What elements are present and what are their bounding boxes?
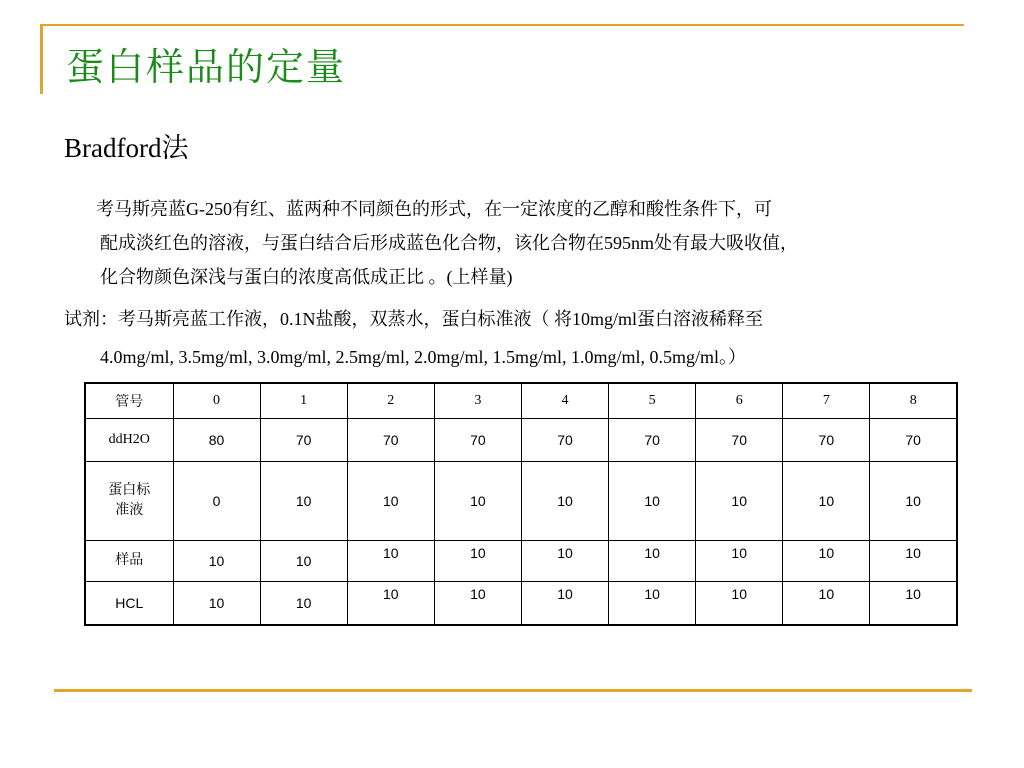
header-cell: 6 [696,383,783,419]
table-cell: 10 [260,582,347,626]
table-cell: 10 [609,462,696,541]
table-cell: 70 [434,419,521,462]
header-cell: 2 [347,383,434,419]
table-cell: 10 [434,541,521,582]
table-cell: 10 [347,582,434,626]
table-header-row [85,383,957,419]
table-cell: 10 [521,541,608,582]
table-cell: 10 [173,541,260,582]
table-cell: 10 [173,582,260,626]
table-cell: 10 [347,462,434,541]
table-cell: 10 [347,541,434,582]
reagents-line: 4.0mg/ml, 3.5mg/ml, 3.0mg/ml, 2.5mg/ml, 2.0mg/ml, 1.5mg/ml, 1.0mg/ml, 0.5mg/ml。） [100,347,747,367]
table-cell: 10 [783,462,870,541]
table-cell: 10 [696,582,783,626]
table-cell: 10 [870,462,957,541]
row-label: ddH2O [85,419,173,462]
header-cell: 管号 [85,383,173,419]
paragraph-line: 配成淡红色的溶液，与蛋白结合后形成蓝色化合物，该化合物在595nm处有最大吸收值， [100,233,798,253]
table-cell: 10 [260,541,347,582]
header-cell: 8 [870,383,957,419]
reagents-line: 试剂：考马斯亮蓝工作液，0.1N盐酸，双蒸水，蛋白标准液（ 将10mg/ml蛋白溶液稀释至 [64,309,763,329]
table-row [85,462,957,541]
row-label: HCL [85,582,173,626]
table-cell: 10 [260,462,347,541]
table-cell: 10 [783,541,870,582]
description-paragraph [96,192,988,294]
table-cell: 70 [609,419,696,462]
table-cell: 10 [434,582,521,626]
header-cell: 4 [521,383,608,419]
row-label [85,462,173,541]
table-cell: 10 [696,462,783,541]
table-cell: 80 [173,419,260,462]
table-cell: 70 [260,419,347,462]
header-cell: 5 [609,383,696,419]
row-label-line: 准液 [115,503,144,518]
row-label: 样品 [85,541,173,582]
slide-title: 蛋白样品的定量 [66,45,347,89]
table-cell: 10 [609,582,696,626]
table-cell: 10 [521,582,608,626]
table-row [85,541,957,582]
header-cell: 7 [783,383,870,419]
top-rule [40,24,964,26]
table-cell: 70 [870,419,957,462]
header-cell: 1 [260,383,347,419]
table-cell: 10 [870,582,957,626]
table-row [85,582,957,626]
reagents-text [64,300,984,376]
paragraph-line: 化合物颜色深浅与蛋白的浓度高低成正比 。(上样量) [100,267,513,287]
table-cell: 10 [696,541,783,582]
row-label-line: 蛋白标 [108,483,151,498]
table-cell: 70 [696,419,783,462]
method-heading: Bradford法 [64,133,189,163]
table-cell: 10 [870,541,957,582]
table-cell: 70 [783,419,870,462]
table-cell: 70 [521,419,608,462]
protein-assay-table [84,382,958,626]
table-cell: 10 [434,462,521,541]
table-cell: 70 [347,419,434,462]
table-cell: 10 [521,462,608,541]
title-accent-bar [40,24,43,94]
table-cell: 10 [609,541,696,582]
table-cell: 10 [783,582,870,626]
table-cell: 0 [173,462,260,541]
header-cell: 3 [434,383,521,419]
header-cell: 0 [173,383,260,419]
table-row [85,419,957,462]
paragraph-line: 考马斯亮蓝G-250有红、蓝两种不同颜色的形式，在一定浓度的乙醇和酸性条件下，可 [96,199,772,219]
bottom-rule [54,689,972,692]
